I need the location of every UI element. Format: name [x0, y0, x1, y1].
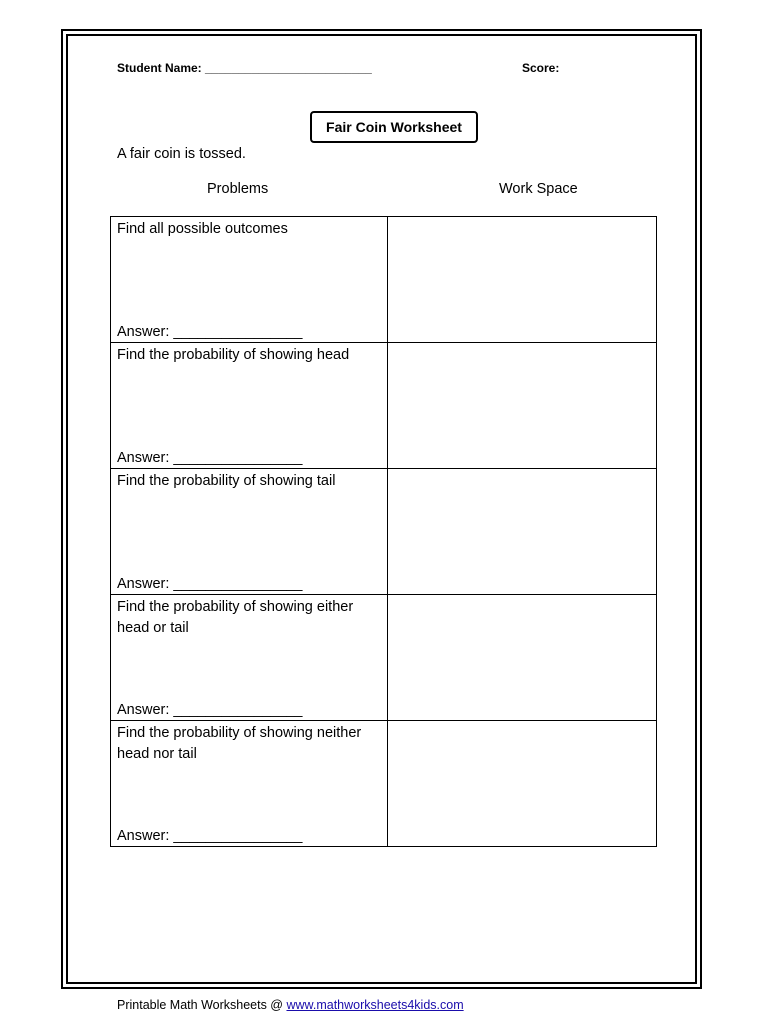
work-space-cell [388, 217, 657, 343]
work-space-cell [388, 343, 657, 469]
problem-question: Find the probability of showing neither head nor tail [117, 725, 362, 762]
score-label: Score: [522, 61, 560, 75]
footer [117, 998, 464, 1012]
table-row [111, 469, 657, 595]
footer-text: Printable Math Worksheets @ [117, 998, 287, 1012]
problem-cell [111, 343, 388, 469]
problem-cell [111, 595, 388, 721]
problem-question: Find all possible outcomes [117, 221, 288, 237]
problems-table [110, 216, 657, 847]
problem-question: Find the probability of showing head [117, 347, 350, 363]
problem-cell [111, 217, 388, 343]
problem-cell [111, 721, 388, 847]
problem-cell [111, 469, 388, 595]
work-space-cell [388, 595, 657, 721]
work-space-column-header: Work Space [499, 181, 578, 197]
table-row [111, 343, 657, 469]
table-row [111, 595, 657, 721]
answer-line: Answer: ________________ [117, 702, 303, 718]
student-name-label: Student Name: _________________________ [117, 61, 372, 75]
problem-question: Find the probability of showing tail [117, 473, 336, 489]
answer-line: Answer: ________________ [117, 450, 303, 466]
answer-line: Answer: ________________ [117, 576, 303, 592]
work-space-cell [388, 469, 657, 595]
table-row [111, 217, 657, 343]
table-row [111, 721, 657, 847]
worksheet-title: Fair Coin Worksheet [310, 111, 478, 143]
problems-column-header: Problems [207, 181, 269, 197]
intro-text: A fair coin is tossed. [117, 146, 246, 162]
answer-line: Answer: ________________ [117, 324, 303, 340]
footer-link[interactable]: www.mathworksheets4kids.com [286, 998, 464, 1012]
work-space-cell [388, 721, 657, 847]
answer-line: Answer: ________________ [117, 828, 303, 844]
problem-question: Find the probability of showing either head or tail [117, 599, 354, 636]
